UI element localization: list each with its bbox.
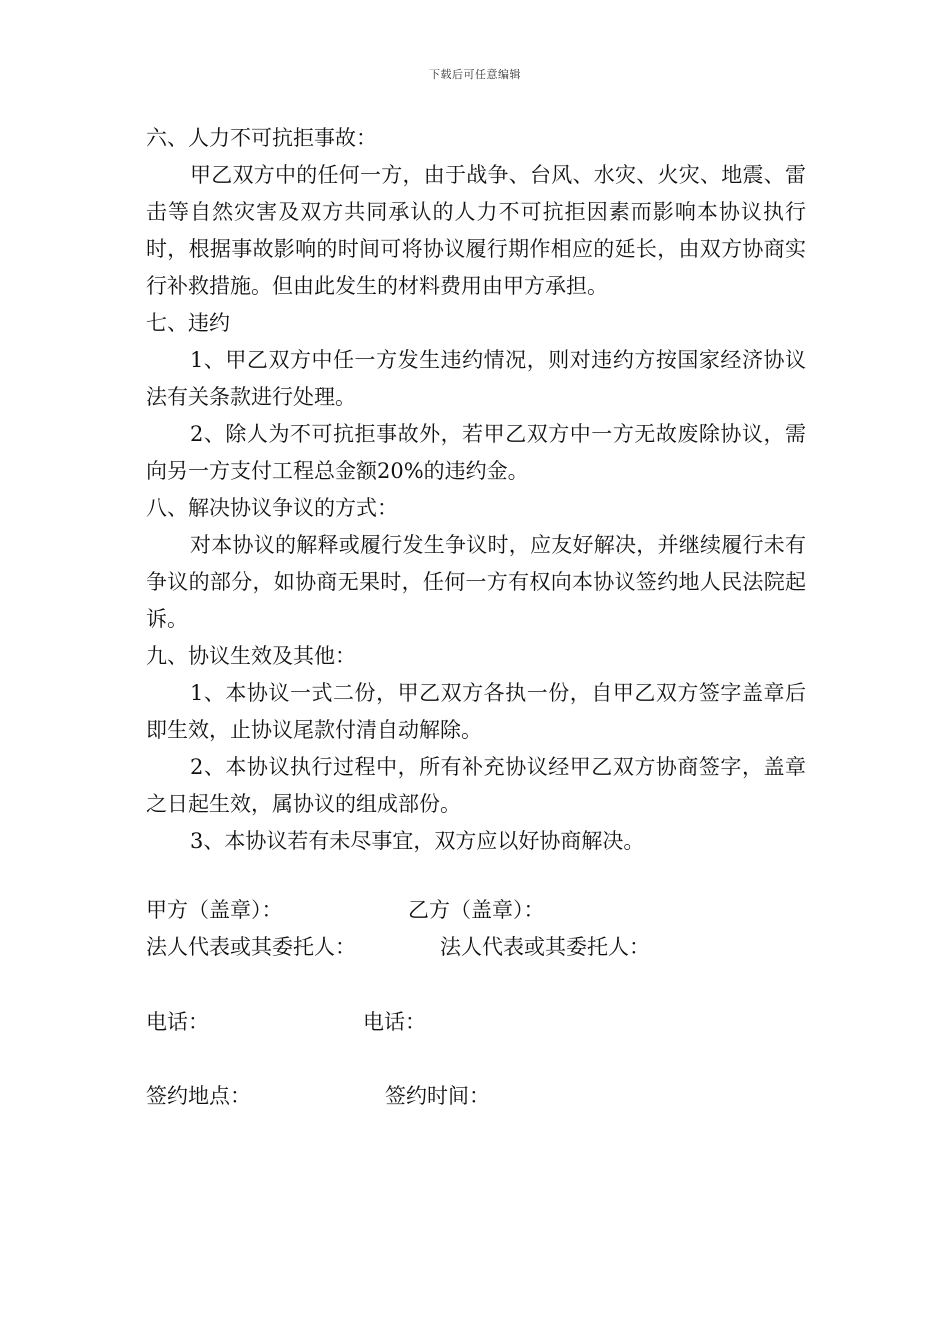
signing-row	[146, 1078, 806, 1115]
representative-row	[146, 929, 806, 966]
party-b-rep-label: 法人代表或其委托人：	[440, 935, 650, 959]
section-paragraph: 1、本协议一式二份，甲乙双方各执一份，自甲乙双方签字盖章后即生效，止协议尾款付清自动解除。	[146, 681, 806, 742]
phone-row	[146, 1004, 806, 1041]
party-a-phone-label: 电话：	[146, 1010, 209, 1034]
sign-time-label: 签约时间：	[385, 1084, 490, 1108]
party-a-seal-label: 甲方（盖章）：	[146, 898, 283, 922]
sign-place-label: 签约地点：	[146, 1084, 251, 1108]
section-paragraph: 3、本协议若有未尽事宜，双方应以好协商解决。	[190, 829, 645, 853]
seal-row	[146, 892, 806, 929]
party-b-seal-label: 乙方（盖章）：	[408, 898, 545, 922]
section-paragraph: 甲乙双方中的任何一方，由于战争、台风、水灾、火灾、地震、雷击等自然灾害及双方共同承认的人力不可抗拒因素而影响本协议执行时，根据事故影响的时间可将协议履行期作相应的延长，由双方协商实行补救措施。但由此发生的材料费用由甲方承担。	[146, 163, 806, 298]
signature-block	[146, 892, 806, 966]
section-heading: 六、人力不可抗拒事故：	[146, 126, 377, 150]
page-header-note: 下载后可任意编辑	[429, 68, 521, 81]
section-paragraph: 对本协议的解释或履行发生争议时，应友好解决，并继续履行未有争议的部分，如协商无果时，任何一方有权向本协议签约地人民法院起诉。	[146, 533, 806, 631]
section-paragraph: 2、本协议执行过程中，所有补充协议经甲乙双方协商签字，盖章之日起生效，属协议的组成部份。	[146, 755, 806, 816]
party-b-phone-label: 电话：	[363, 1010, 426, 1034]
signing-info-block	[146, 1078, 806, 1115]
section-heading: 九、协议生效及其他：	[146, 644, 356, 668]
party-a-rep-label: 法人代表或其委托人：	[146, 935, 356, 959]
section-heading: 七、违约	[146, 311, 230, 335]
section-heading: 八、解决协议争议的方式：	[146, 496, 398, 520]
section-paragraph: 1、甲乙双方中任一方发生违约情况，则对违约方按国家经济协议法有关条款进行处理。	[146, 348, 806, 409]
section-paragraph: 2、除人为不可抗拒事故外，若甲乙双方中一方无故废除协议，需向另一方支付工程总金额20%的违约金。	[146, 422, 806, 483]
contract-body	[146, 120, 806, 860]
phone-block	[146, 1004, 806, 1041]
